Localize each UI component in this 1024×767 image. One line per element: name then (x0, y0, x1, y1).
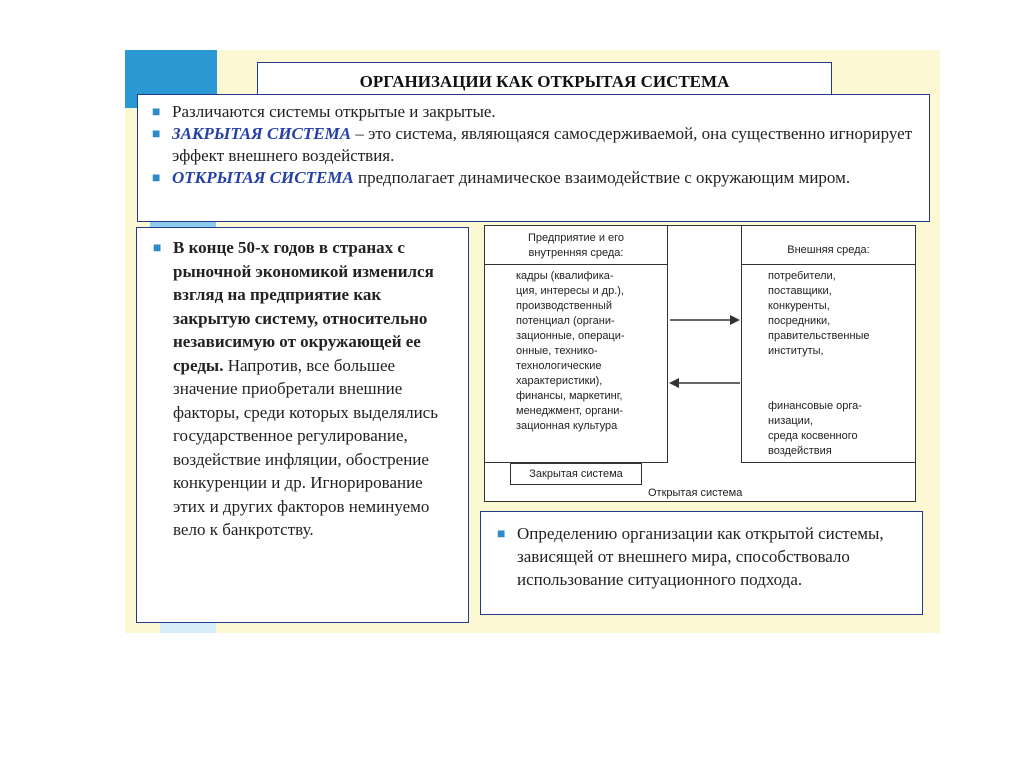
environment-header: Внешняя среда: (787, 244, 870, 256)
bullet-history: ■ В конце 50-х годов в странах с рыночной экономикой изменился взгляд на предприятие как закрытую систему, относительно независимую от окружающей ее среды. Напротив, все большее значение приобретали внешние факторы, среди которых выделялись государственное регулирование, воздействие инфляции, обострение конкуренции и др. Игнорирование этих и других факторов неминуемо вело к банкротству. (153, 238, 438, 539)
closed-system-label: Закрытая система (529, 468, 623, 480)
bullet-icon: ■ (153, 241, 162, 256)
definitions-box (137, 94, 930, 222)
bullet-icon: ■ (152, 105, 161, 120)
arrow-out-head (730, 315, 740, 325)
bullet-closed-system: ■ ЗАКРЫТАЯ СИСТЕМА – это система, являющаяся самосдерживаемой, она существенно игнорирует эффект внешнего воздействия. (152, 124, 913, 165)
conclusion-box (480, 511, 923, 615)
open-system-term: ОТКРЫТАЯ СИСТЕМА (172, 168, 354, 187)
arrows (668, 310, 741, 390)
bullet-icon: ■ (152, 127, 161, 142)
open-system-label: Открытая система (648, 487, 743, 499)
enterprise-header: Предприятие и его внутренняя среда: (527, 232, 625, 259)
slide-title: ОРГАНИЗАЦИИ КАК ОТКРЫТАЯ СИСТЕМА (257, 62, 832, 96)
bullet-conclusion: ■ Определению организации как открытой системы, зависящей от внешнего мира, способствовало использование ситуационного подхода. (497, 524, 884, 589)
bullet-icon: ■ (497, 527, 506, 542)
history-box (136, 227, 469, 623)
closed-system-term: ЗАКРЫТАЯ СИСТЕМА (172, 124, 352, 143)
environment-divider (741, 264, 916, 265)
arrow-in-head (669, 378, 679, 388)
enterprise-items: кадры (квалифика- ция, интересы и др.), производственный потенциал (органи- зационные, операци- онные, технико- технологические характеристики), финансы, маркетинг, менеджмент, органи- зационная культура (516, 270, 625, 432)
environment-items: потребители, поставщики, конкуренты, посредники, правительственные институты, (768, 270, 870, 357)
environment-items-2: финансовые орга- низации, среда косвенного воздействия (768, 400, 862, 457)
bullet-open-system: ■ ОТКРЫТАЯ СИСТЕМА предполагает динамическое взаимодействие с окружающим миром. (148, 167, 919, 189)
bullet-systems: ■ Различаются системы открытые и закрытые. (148, 101, 919, 123)
enterprise-divider (484, 264, 668, 265)
bullet-icon: ■ (152, 171, 161, 186)
